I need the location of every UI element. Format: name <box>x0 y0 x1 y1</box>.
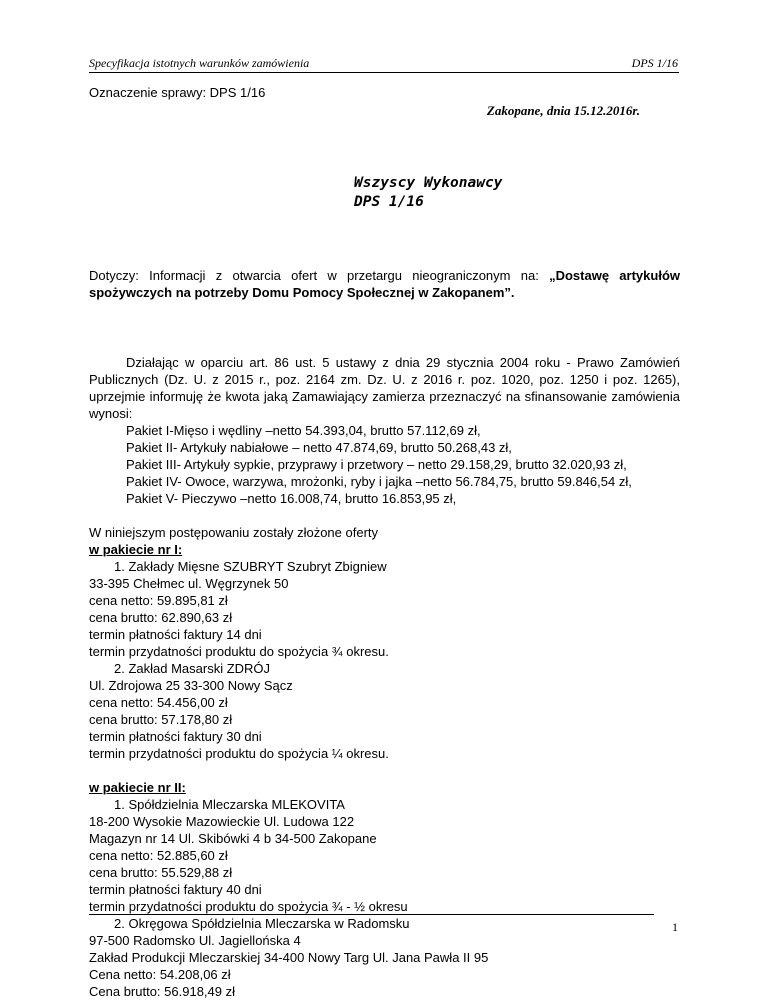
offer-line: 1. Spółdzielnia Mleczarska MLEKOVITA <box>114 797 345 812</box>
offer-line: 2. Okręgowa Spółdzielnia Mleczarska w Radomsku <box>114 916 410 931</box>
addressee-line-2: DPS 1/16 <box>354 194 424 210</box>
offer-line: 1. Zakłady Mięsne SZUBRYT Szubryt Zbigniew <box>114 559 387 574</box>
addressee-line-1: Wszyscy Wykonawcy <box>354 175 503 191</box>
pakiet-1-section <box>89 541 680 762</box>
offer-line: cena brutto: 62.890,63 zł <box>89 610 233 625</box>
offers-intro: W niniejszym postępowaniu zostały złożone oferty <box>89 525 379 540</box>
addressee-block <box>354 174 680 212</box>
budget-paragraph <box>89 354 680 507</box>
offer-line: Zakład Produkcji Mleczarskiej 34-400 Nowy Targ Ul. Jana Pawła II 95 <box>89 950 489 965</box>
subject-prefix: Dotyczy: Informacji z otwarcia ofert w przetargu nieograniczonym na: <box>89 268 550 283</box>
offer-line: 33-395 Chełmec ul. Węgrzynek 50 <box>89 576 289 591</box>
offer-line: Cena brutto: 56.918,49 zł <box>89 984 235 999</box>
offer-line: cena brutto: 57.178,80 zł <box>89 712 233 727</box>
page-number: 1 <box>672 920 678 934</box>
offer-line: termin przydatności produktu do spożycia ¾ okresu. <box>89 644 389 659</box>
offer-line: cena brutto: 55.529,88 zł <box>89 865 233 880</box>
offer-line: cena netto: 54.456,00 zł <box>89 695 228 710</box>
offer-line: cena netto: 52.885,60 zł <box>89 848 228 863</box>
offer-line: termin płatności faktury 30 dni <box>89 729 262 744</box>
offer-line: termin przydatności produktu do spożycia ¼ okresu. <box>89 746 389 761</box>
document-body <box>89 84 680 1000</box>
offer-line: cena netto: 59.895,81 zł <box>89 593 228 608</box>
pakiet-amount-line: Pakiet II- Artykuły nabiałowe – netto 47.874,69, brutto 50.268,43 zł, <box>126 440 512 455</box>
pakiet-amount-line: Pakiet I-Mięso i wędliny –netto 54.393,04, brutto 57.112,69 zł, <box>126 423 481 438</box>
offer-line: termin przydatności produktu do spożycia ¾ - ½ okresu <box>89 899 408 914</box>
offer-line: Cena netto: 54.208,06 zł <box>89 967 231 982</box>
offer-line: 2. Zakład Masarski ZDRÓJ <box>114 661 271 676</box>
document-date: Zakopane, dnia 15.12.2016r. <box>486 103 640 118</box>
offer-line: termin płatności faktury 14 dni <box>89 627 262 642</box>
pakiet-1-heading: w pakiecie nr I: <box>89 542 183 557</box>
pakiet-amount-line: Pakiet III- Artykuły sypkie, przyprawy i przetwory – netto 29.158,29, brutto 32.020,93 zł, <box>126 457 627 472</box>
offer-line: Ul. Zdrojowa 25 33-300 Nowy Sącz <box>89 678 293 693</box>
header-title: Specyfikacja istotnych warunków zamówienia <box>89 56 310 70</box>
page-header <box>89 56 679 73</box>
pakiet-2-section <box>89 779 680 1000</box>
budget-paragraph-text: Działając w oparciu art. 86 ust. 5 ustawy z dnia 29 stycznia 2004 roku - Prawo Zamówień Publicznych (Dz. U. z 2015 r., poz. 2164 zm. Dz. U. z 2016 r. poz. 1020, poz. 1250 i poz. 1265), uprzejmie informuję że kwota jaką Zamawiający zamierza przeznaczyć na sfinansowanie zamówienia wynosi: <box>89 355 680 421</box>
offer-line: 97-500 Radomsko Ul. Jagiellońska 4 <box>89 933 301 948</box>
case-reference: Oznaczenie sprawy: DPS 1/16 <box>89 85 266 100</box>
offer-line: termin płatności faktury 40 dni <box>89 882 262 897</box>
offer-line: Magazyn nr 14 Ul. Skibówki 4 b 34-500 Zakopane <box>89 831 377 846</box>
offer-line: 18-200 Wysokie Mazowieckie Ul. Ludowa 122 <box>89 814 355 829</box>
pakiet-2-heading: w pakiecie nr II: <box>89 780 186 795</box>
header-reference: DPS 1/16 <box>631 56 678 70</box>
pakiet-amount-line: Pakiet V- Pieczywo –netto 16.008,74, brutto 16.853,95 zł, <box>126 491 457 506</box>
subject-line <box>89 267 680 301</box>
footer-rule <box>89 914 654 915</box>
subject-title: „Dostawę artykułów spożywczych na potrzeby Domu Pomocy Społecznej w Zakopanem”. <box>89 268 680 300</box>
pakiet-amount-line: Pakiet IV- Owoce, warzywa, mrożonki, ryby i jajka –netto 56.784,75, brutto 59.846,54 zł, <box>126 474 632 489</box>
